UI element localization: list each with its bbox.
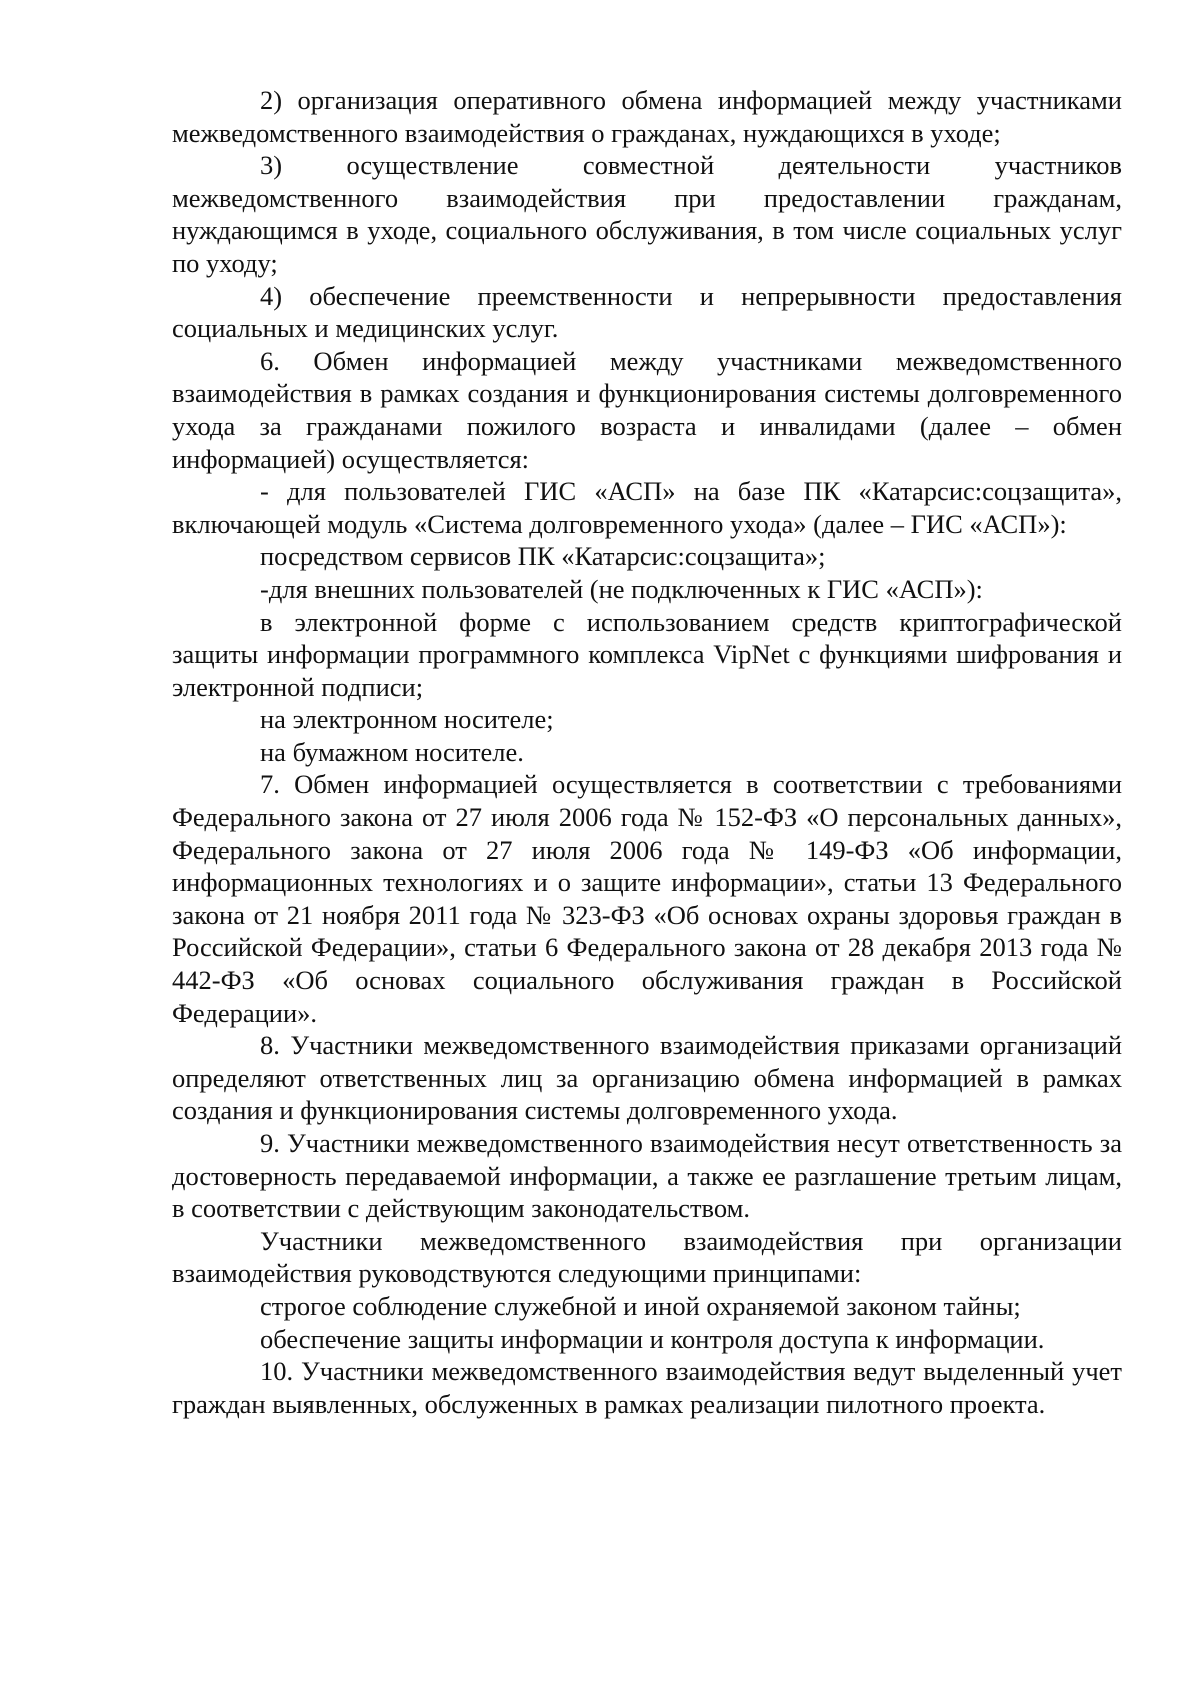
paragraph-principle-secrecy: строгое соблюдение служебной и иной охраняемой законом тайны;	[260, 1290, 1021, 1321]
paragraph-principle-protection: обеспечение защиты информации и контроля доступа к информации.	[260, 1323, 1045, 1354]
paragraph-item-2: 2) организация оперативного обмена информацией между участниками межведомственного взаимодействия о гражданах, нуждающихся в уходе;	[172, 85, 1122, 148]
paragraph-section-6: 6. Обмен информацией между участниками межведомственного взаимодействия в рамках создания и функционирования системы долговременного ухода за гражданами пожилого возраста и инвалидами (далее – обмен информацией) осуществляется:	[172, 345, 1122, 474]
paragraph-electronic-form: в электронной форме с использованием средств криптографической защиты информации программного комплекса VipNet с функциями шифрования и электронной подписи;	[172, 606, 1122, 702]
paragraph-principles-intro: Участники межведомственного взаимодействия при организации взаимодействия руководствуются следующими принципами:	[172, 1225, 1122, 1289]
paragraph-electronic-media: на электронном носителе;	[260, 704, 554, 735]
paragraph-gis-users: - для пользователей ГИС «АСП» на базе ПК «Катарсис:соцзащита», включающей модуль «Система долговременного ухода» (далее – ГИС «АСП»):	[172, 476, 1122, 539]
paragraph-item-3: 3) осуществление совместной деятельности участников межведомственного взаимодействия при предоставлении гражданам, нуждающимся в уходе, социального обслуживания, в том числе социальных услуг по уходу;	[172, 150, 1122, 278]
paragraph-section-9: 9. Участники межведомственного взаимодействия несут ответственность за достоверность передаваемой информации, а также ее разглашение третьим лицам, в соответствии с действующим законодательством.	[172, 1128, 1122, 1224]
paragraph-section-7: 7. Обмен информацией осуществляется в соответствии с требованиями Федерального закона от 27 июля 2006 года № 152-ФЗ «О персональных данных», Федерального закона от 27 июля 2006 года № 149-ФЗ «Об информации, информационных технологиях и о защите информации», статьи 13 Федерального закона от 21 ноября 2011 года № 323-ФЗ «Об основах охраны здоровья граждан в Российской Федерации», статьи 6 Федерального закона от 28 декабря 2013 года № 442-ФЗ «Об основах социального обслуживания граждан в Российской Федерации».	[172, 769, 1122, 1028]
paragraph-external-users: -для внешних пользователей (не подключенных к ГИС «АСП»):	[260, 573, 983, 604]
paragraph-paper-media: на бумажном носителе.	[260, 736, 524, 767]
paragraph-section-10: 10. Участники межведомственного взаимодействия ведут выделенный учет граждан выявленных, обслуженных в рамках реализации пилотного проекта.	[172, 1356, 1122, 1419]
paragraph-item-4: 4) обеспечение преемственности и непрерывности предоставления социальных и медицинских услуг.	[172, 280, 1122, 344]
paragraph-via-services: посредством сервисов ПК «Катарсис:соцзащита»;	[260, 541, 826, 572]
paragraph-section-8: 8. Участники межведомственного взаимодействия приказами организаций определяют ответственных лиц за организацию обмена информацией в рамках создания и функционирования системы долговременного ухода.	[172, 1030, 1122, 1126]
document-body	[172, 84, 1122, 1420]
